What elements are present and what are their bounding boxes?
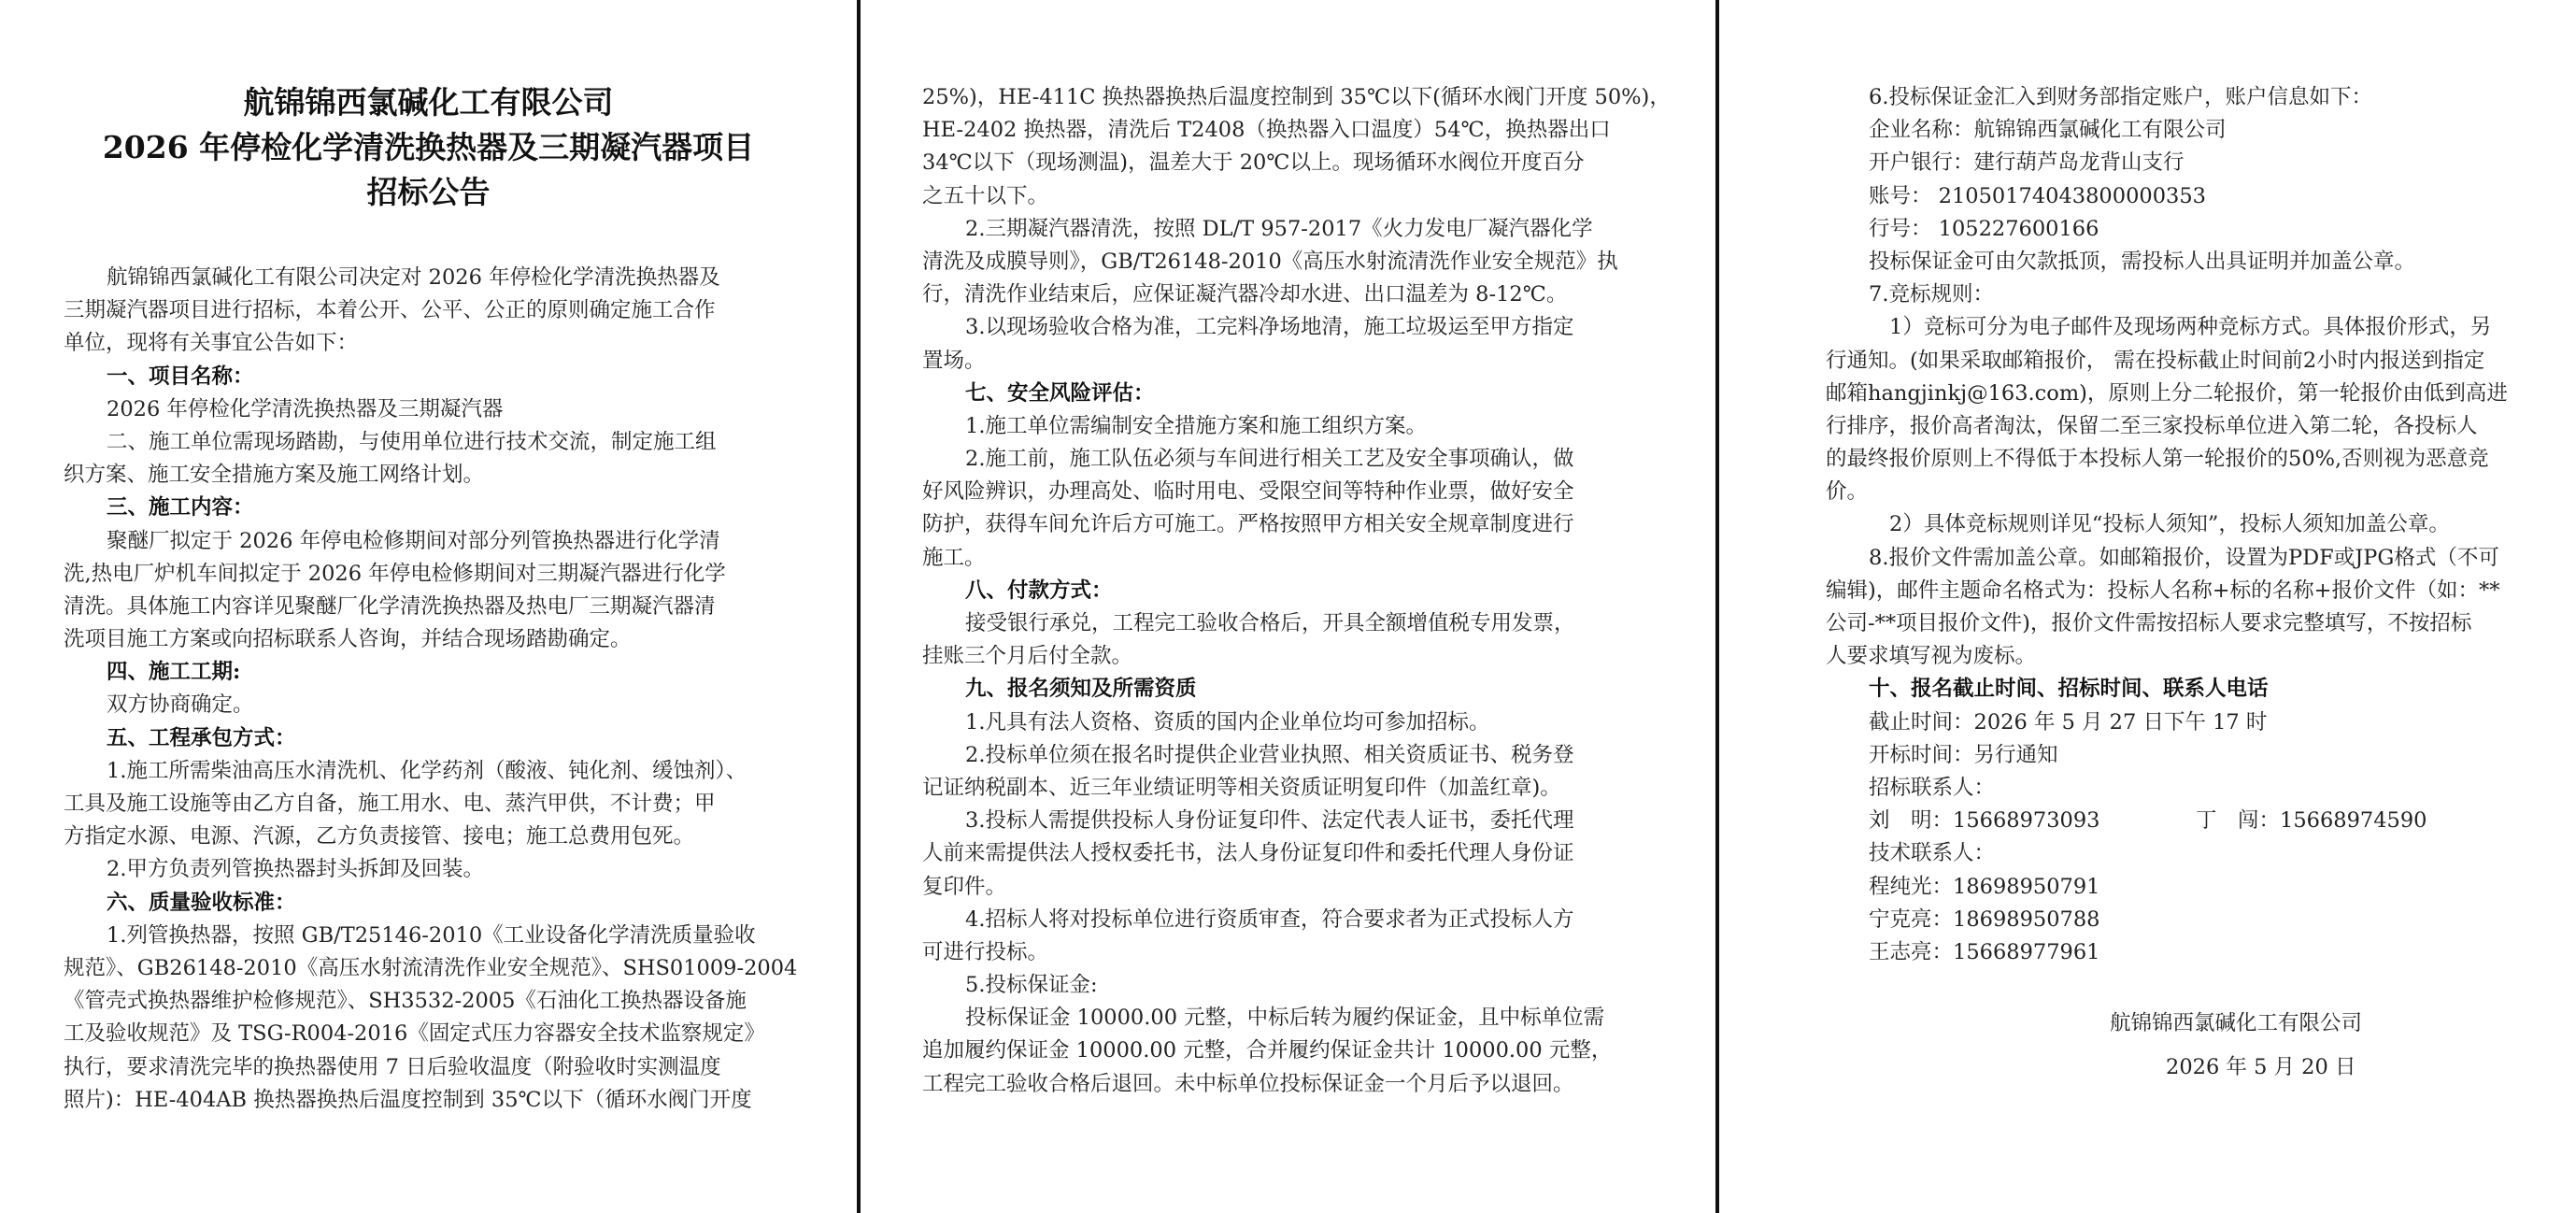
contact-ding-chuang: 丁 闯：15668974590 <box>2196 808 2427 834</box>
text-line: 开标时间：另行通知 <box>1869 742 2058 767</box>
text-line: 34℃以下（现场测温)，温差大于 20℃以上。现场循环水阀位开度百分 <box>922 150 1585 176</box>
title-company: 航锦锦西氯碱化工有限公司 <box>243 84 614 121</box>
text-line: 6.投标保证金汇入到财务部指定账户，账户信息如下： <box>1869 85 2372 109</box>
text-line: 织方案、施工安全措施方案及施工网络计划。 <box>64 463 485 488</box>
page-1-body <box>64 262 802 1117</box>
section-heading: 一、项目名称： <box>107 364 254 389</box>
text-line: 单位，现将有关事宜公告如下： <box>64 331 359 356</box>
signature-date: 2026 年 5 月 20 日 <box>2166 1055 2356 1079</box>
text-line: 25%)，HE-411C 换热器换热后温度控制到 35℃以下(循环水阀门开度 50%)， <box>922 85 1671 109</box>
text-line: 之五十以下。 <box>922 183 1049 208</box>
title-notice: 招标公告 <box>366 174 491 210</box>
text-line: 清洗。具体施工内容详见聚醚厂化学清洗换热器及热电厂三期凝汽器清 <box>64 593 716 619</box>
text-line: 可进行投标。 <box>922 939 1049 964</box>
text-line: 工程完工验收合格后退回。未中标单位投标保证金一个月后予以退回。 <box>922 1071 1574 1096</box>
page-2-body <box>922 81 1671 1101</box>
tech-contact-label: 技术联系人： <box>1869 841 1996 866</box>
text-line: 洗,热电厂炉机车间拟定于 2026 年停电检修期间对三期凝汽器进行化学 <box>64 561 726 586</box>
text-line: 施工。 <box>922 545 986 570</box>
text-line: 截止时间：2026 年 5 月 27 日下午 17 时 <box>1869 709 2268 735</box>
text-line: 方指定水源、电源、汽源，乙方负责接管、接电；施工总费用包死。 <box>64 824 695 849</box>
text-line: 行号： 105227600166 <box>1869 216 2099 241</box>
text-line: 接受银行承兑，工程完工验收合格后，开具全额增值税专用发票， <box>965 611 1575 635</box>
announcement-title <box>0 80 857 215</box>
section-heading: 五、工程承包方式： <box>107 725 296 750</box>
text-line: 行排序，报价高者淘汰，保留二至三家投标单位进入第二轮，各投标人 <box>1826 413 2478 438</box>
text-line: 2.三期凝汽器清洗，按照 DL/T 957-2017《火力发电厂凝汽器化学 <box>965 216 1593 241</box>
page-1 <box>0 0 857 1213</box>
section-heading: 四、施工工期: <box>107 660 241 685</box>
text-line: 开户银行：建行葫芦岛龙背山支行 <box>1869 150 2185 176</box>
text-line: 挂账三个月后付全款。 <box>922 644 1133 669</box>
title-project: 2026 年停检化学清洗换热器及三期凝汽器项目 <box>102 129 755 165</box>
section-heading: 三、施工内容： <box>107 495 254 521</box>
text-line: 2）具体竞标规则详见“投标人须知”，投标人须知加盖公章。 <box>1889 512 2450 537</box>
text-line: 1）竞标可分为电子邮件及现场两种竞标方式。具体报价形式，另 <box>1889 315 2492 340</box>
text-line: 好风险辨识，办理高处、临时用电、受限空间等特种作业票，做好安全 <box>922 479 1574 505</box>
text-line: 2.施工前，施工队伍必须与车间进行相关工艺及安全事项确认，做 <box>965 447 1574 472</box>
text-line: 双方协商确定。 <box>107 692 254 718</box>
tech-contact: 程纯光：18698950791 <box>1869 874 2100 899</box>
section-heading: 十、报名截止时间、招标时间、联系人电话 <box>1869 677 2269 702</box>
text-line: 执行，要求清洗完毕的换热器使用 7 日后验收温度（附验收时实测温度 <box>64 1054 721 1079</box>
text-line: 投标保证金 10000.00 元整，中标后转为履约保证金，且中标单位需 <box>965 1006 1605 1031</box>
page-2 <box>861 0 1715 1213</box>
section-heading: 六、质量验收标准： <box>107 890 296 915</box>
signature-company: 航锦锦西氯碱化工有限公司 <box>2110 1011 2363 1035</box>
text-line: 航锦锦西氯碱化工有限公司决定对 2026 年停检化学清洗换热器及 <box>107 265 720 290</box>
section-heading: 七、安全风险评估： <box>965 380 1155 406</box>
text-line: 清洗及成膜导则》，GB/T26148-2010《高压水射流清洗作业安全规范》执 <box>922 249 1618 274</box>
text-line: 4.招标人将对投标单位进行资质审查，符合要求者为正式投标人方 <box>965 906 1574 932</box>
text-line: 8.报价文件需加盖公章。如邮箱报价，设置为PDF或JPG格式（不可 <box>1869 545 2499 570</box>
text-line: 2026 年停检化学清洗换热器及三期凝汽器 <box>107 396 504 421</box>
text-line: 防护，获得车间允许后方可施工。严格按照甲方相关安全规章制度进行 <box>922 512 1574 537</box>
text-line: 账号： 21050174043800000353 <box>1869 183 2206 208</box>
text-line: 二、施工单位需现场踏勘，与使用单位进行技术交流，制定施工组 <box>107 429 717 454</box>
text-line: 2.甲方负责列管换热器封头拆卸及回装。 <box>107 857 484 882</box>
section-heading: 八、付款方式： <box>965 578 1113 603</box>
text-line: 《管壳式换热器维护检修规范》、SH3532-2005《石油化工换热器设备施 <box>64 989 747 1014</box>
text-line: 的最终报价原则上不得低于本投标人第一轮报价的50%,否则视为恶意竞 <box>1826 447 2489 472</box>
text-line: 记证纳税副本、近三年业绩证明等相关资质证明复印件（加盖红章)。 <box>922 775 1561 800</box>
bidding-contacts-row <box>1826 805 2528 837</box>
text-line: 编辑)，邮件主题命名格式为：投标人名称+标的名称+报价文件（如：** <box>1826 578 2500 603</box>
contact-liu-ming: 刘 明：15668973093 <box>1869 808 2100 834</box>
text-line: 公司-**项目报价文件)，报价文件需按招标人要求完整填写，不按招标 <box>1826 611 2472 635</box>
text-line: 行通知。(如果采取邮箱报价， 需在投标截止时间前2小时内报送到指定 <box>1826 348 2485 373</box>
text-line: 人要求填写视为废标。 <box>1826 644 2037 669</box>
text-line: 5.投标保证金: <box>965 973 1098 998</box>
page-3-body <box>1826 81 2528 969</box>
text-line: 复印件。 <box>922 874 1007 899</box>
text-line: 工具及施工设施等由乙方自备，施工用水、电、蒸汽甲供，不计费；甲 <box>64 792 716 816</box>
text-line: 1.列管换热器，按照 GB/T25146-2010《工业设备化学清洗质量验收 <box>107 922 756 948</box>
text-line: 7.竞标规则： <box>1869 282 1994 307</box>
text-line: 人前来需提供法人授权委托书，法人身份证复印件和委托代理人身份证 <box>922 841 1574 866</box>
text-line: 1.施工单位需编制安全措施方案和施工组织方案。 <box>965 413 1427 438</box>
text-line: 工及验收规范》及 TSG-R004-2016《固定式压力容器安全技术监察规定》 <box>64 1021 765 1047</box>
text-line: 行，清洗作业结束后，应保证凝汽器冷却水进、出口温差为 8-12℃。 <box>922 282 1568 307</box>
text-line: 3.投标人需提供投标人身份证复印件、法定代表人证书，委托代理 <box>965 808 1574 834</box>
text-line: HE-2402 换热器，清洗后 T2408（换热器入口温度）54℃，换热器出口 <box>922 118 1611 143</box>
page-3 <box>1719 0 2576 1213</box>
text-line: 企业名称：航锦锦西氯碱化工有限公司 <box>1869 118 2227 143</box>
text-line: 规范》、GB26148-2010《高压水射流清洗作业安全规范》、SHS01009-2004 <box>64 955 798 980</box>
tech-contact: 宁克亮：18698950788 <box>1869 906 2100 932</box>
text-line: 邮箱hangjinkj@163.com)，原则上分二轮报价，第一轮报价由低到高进 <box>1826 380 2508 406</box>
tech-contact: 王志亮：15668977961 <box>1869 939 2100 964</box>
text-line: 1.施工所需柴油高压水清洗机、化学药剂（酸液、钝化剂、缓蚀剂）、 <box>107 758 747 783</box>
text-line: 洗项目施工方案或向招标联系人咨询，并结合现场踏勘确定。 <box>64 627 632 652</box>
text-line: 1.凡具有法人资格、资质的国内企业单位均可参加招标。 <box>965 709 1490 735</box>
text-line: 价。 <box>1826 479 1869 505</box>
text-line: 2.投标单位须在报名时提供企业营业执照、相关资质证书、税务登 <box>965 742 1574 767</box>
text-line: 三期凝汽器项目进行招标，本着公开、公平、公正的原则确定施工合作 <box>64 298 716 323</box>
text-line: 招标联系人： <box>1869 775 1996 800</box>
section-heading: 九、报名须知及所需资质 <box>965 677 1197 702</box>
text-line: 3.以现场验收合格为准，工完料净场地清，施工垃圾运至甲方指定 <box>965 315 1574 340</box>
text-line: 置场。 <box>922 348 986 373</box>
text-line: 照片)：HE-404AB 换热器换热后温度控制到 35℃以下（循环水阀门开度 <box>64 1087 752 1112</box>
text-line: 聚醚厂拟定于 2026 年停电检修期间对部分列管换热器进行化学清 <box>107 528 720 553</box>
text-line: 投标保证金可由欠款抵顶，需投标人出具证明并加盖公章。 <box>1869 249 2416 274</box>
text-line: 追加履约保证金 10000.00 元整，合并履约保证金共计 10000.00 元整， <box>922 1038 1613 1063</box>
